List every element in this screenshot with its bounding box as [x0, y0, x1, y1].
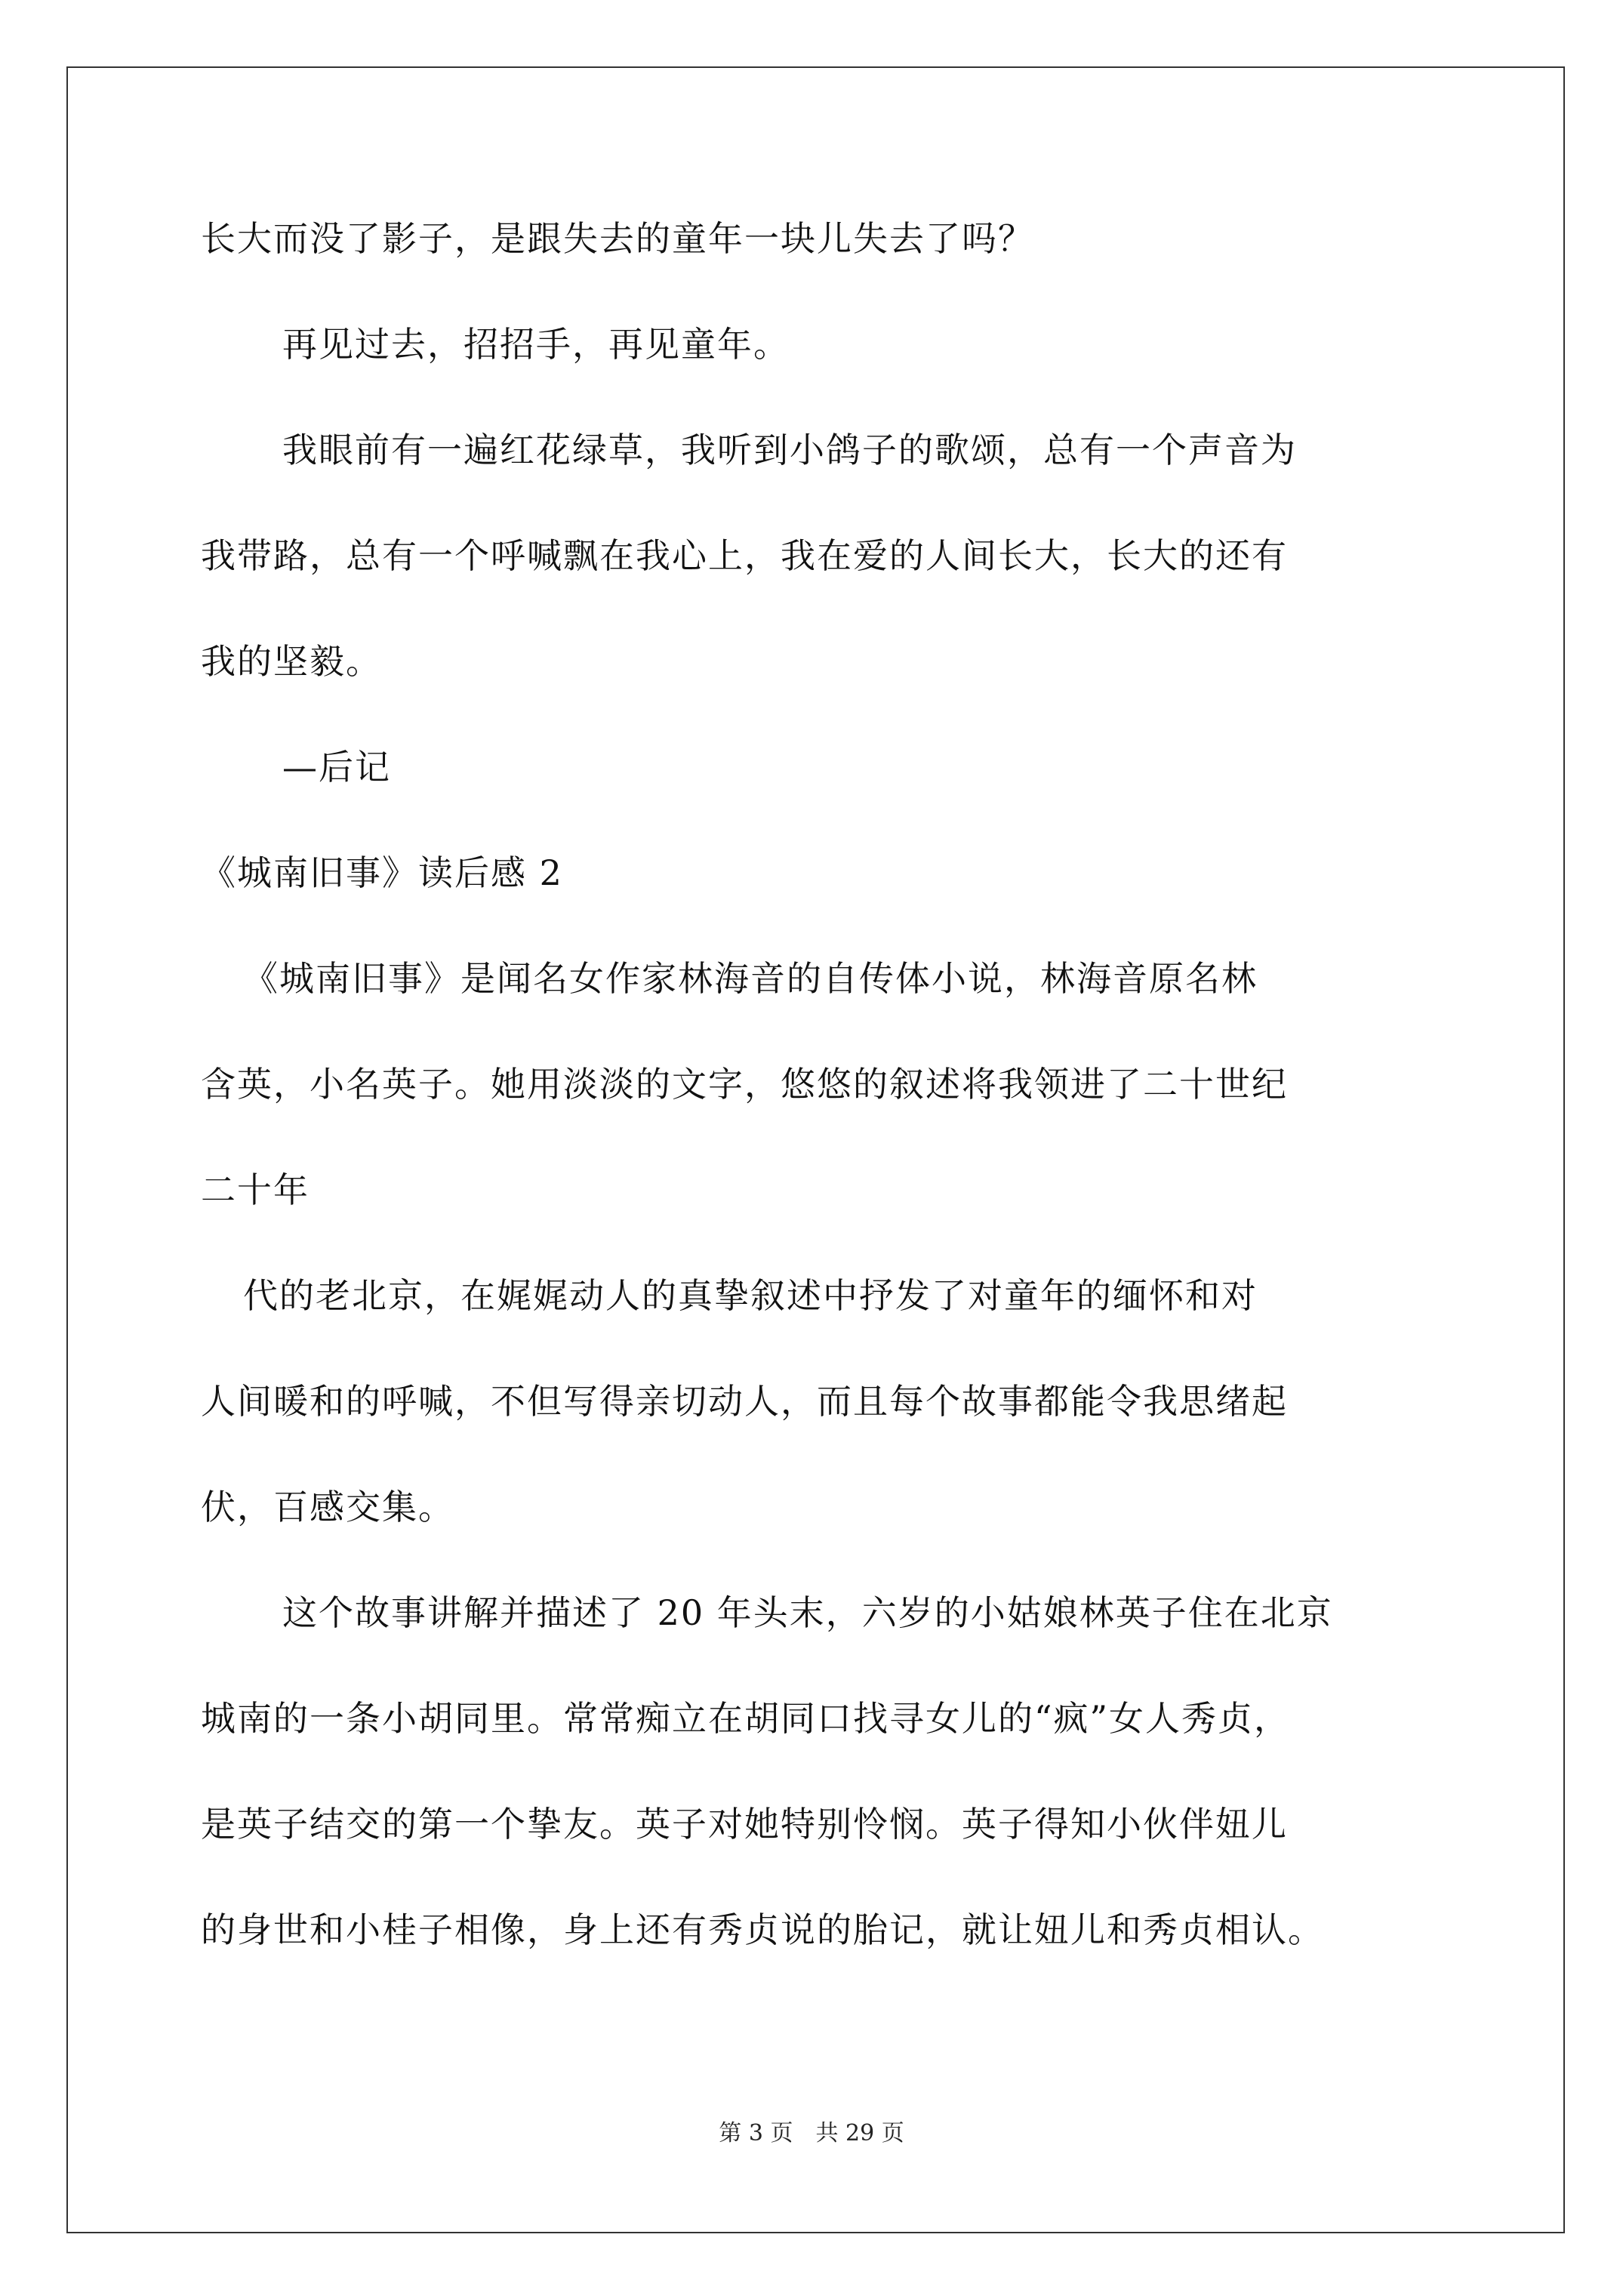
text-line: 我带路，总有一个呼喊飘在我心上，我在爱的人间长大，长大的还有 — [201, 535, 1288, 576]
text-line: 含英，小名英子。她用淡淡的文字，悠悠的叙述将我领进了二十世纪 — [201, 1064, 1288, 1105]
section-heading: 《城南旧事》读后感 2 — [201, 852, 563, 893]
text-line: 我眼前有一遍红花绿草，我听到小鸽子的歌颂，总有一个声音为 — [282, 430, 1297, 470]
text-line: 是英子结交的第一个挚友。英子对她特别怜悯。英子得知小伙伴妞儿 — [201, 1804, 1288, 1845]
text-line: 人间暖和的呼喊，不但写得亲切动人，而且每个故事都能令我思绪起 — [201, 1381, 1288, 1422]
text-line: 再见过去，招招手，再见童年。 — [282, 324, 790, 365]
text-line: 《城南旧事》是闻名女作家林海音的自传体小说，林海音原名林 — [243, 958, 1258, 999]
text-line: 代的老北京，在娓娓动人的真挚叙述中抒发了对童年的缅怀和对 — [243, 1275, 1258, 1316]
text-line: 城南的一条小胡同里。常常痴立在胡同口找寻女儿的“疯”女人秀贞， — [201, 1698, 1291, 1739]
text-line: 长大而没了影子，是跟失去的童年一块儿失去了吗？ — [201, 218, 1034, 259]
text-line: 二十年 — [201, 1170, 310, 1210]
afterword-label: —后记 — [282, 747, 391, 787]
text-line: 这个故事讲解并描述了 20 年头末，六岁的小姑娘林英子住在北京 — [282, 1592, 1333, 1633]
page-number: 第 3 页 共 29 页 — [719, 2120, 904, 2147]
text-line: 的身世和小桂子相像，身上还有秀贞说的胎记，就让妞儿和秀贞相认。 — [201, 1909, 1324, 1950]
text-line: 伏，百感交集。 — [201, 1487, 454, 1527]
text-line: 我的坚毅。 — [201, 641, 382, 682]
